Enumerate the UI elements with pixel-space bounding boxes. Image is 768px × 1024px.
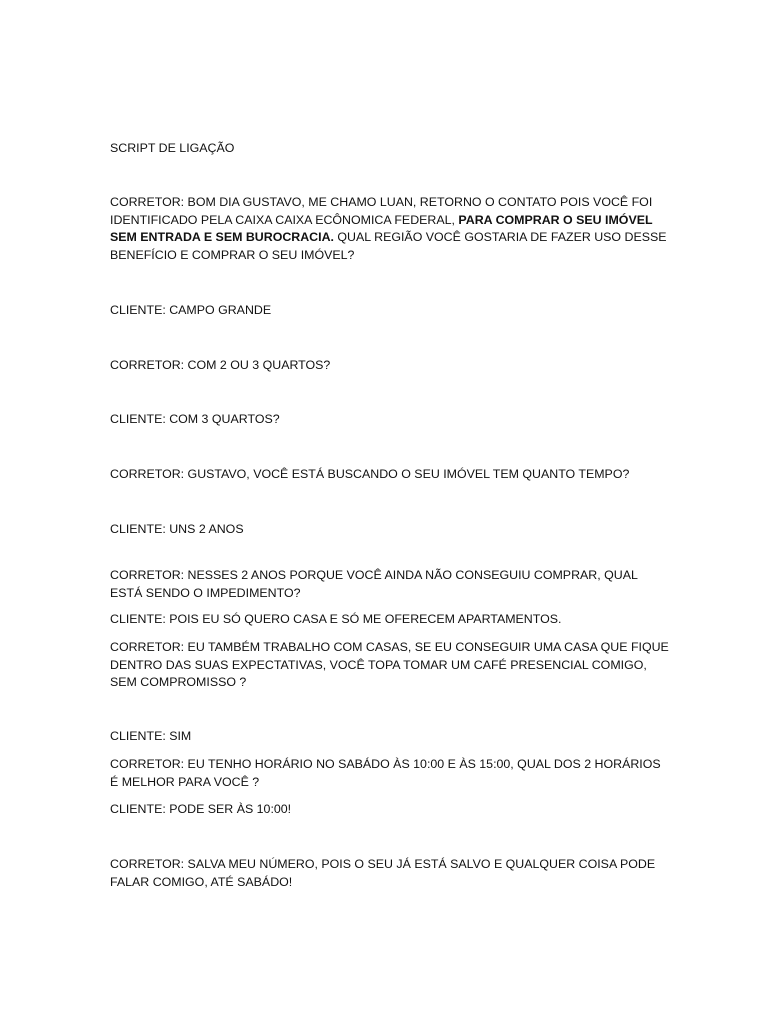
paragraph-corretor-rooms: CORRETOR: COM 2 OU 3 QUARTOS? [110, 358, 331, 372]
paragraph-corretor-closing: CORRETOR: SALVA MEU NÚMERO, POIS O SEU JÁ ESTÁ SALVO E QUALQUER COISA PODE FALAR COMIGO, ATÉ SABÁDO! [110, 857, 656, 889]
paragraph-corretor-coffee: CORRETOR: EU TAMBÉM TRABALHO COM CASAS, SE EU CONSEGUIR UMA CASA QUE FIQUE DENTRO DAS SUAS EXPECTATIVAS, VOCÊ TOPA TOMAR UM CAFÉ PRESENCIAL COMIGO, SEM COMPROMISSO ? [110, 640, 669, 689]
document-title: SCRIPT DE LIGAÇÃO [110, 141, 235, 155]
paragraph-cliente-rooms: CLIENTE: COM 3 QUARTOS? [110, 412, 280, 426]
paragraph-cliente-obstacle: CLIENTE: POIS EU SÓ QUERO CASA E SÓ ME OFERECEM APARTAMENTOS. [110, 612, 562, 626]
intro-bold-offer: PARA COMPRAR O SEU IMÓVEL SEM ENTRADA E SEM BUROCRACIA. [110, 212, 653, 244]
paragraph-cliente-region: CLIENTE: CAMPO GRANDE [110, 303, 272, 317]
paragraph-corretor-obstacle: CORRETOR: NESSES 2 ANOS PORQUE VOCÊ AINDA NÃO CONSEGUIU COMPRAR, QUAL ESTÁ SENDO O IMPEDIMENTO? [110, 568, 638, 600]
paragraph-corretor-intro [110, 194, 670, 264]
paragraph-cliente-time: CLIENTE: UNS 2 ANOS [110, 522, 244, 536]
paragraph-corretor-time: CORRETOR: GUSTAVO, VOCÊ ESTÁ BUSCANDO O SEU IMÓVEL TEM QUANTO TEMPO? [110, 467, 630, 481]
intro-text-start: CORRETOR: BOM DIA GUSTAVO, ME CHAMO LUAN, RETORNO O CONTATO POIS VOCÊ FOI IDENTIFICADO PELA CAIXA CAIXA ECÔNOMICA FEDERAL, [110, 195, 653, 227]
paragraph-corretor-schedule: CORRETOR: EU TENHO HORÁRIO NO SABÁDO ÀS 10:00 E ÀS 15:00, QUAL DOS 2 HORÁRIOS É MELHOR PARA VOCÊ ? [110, 757, 661, 789]
intro-text-end: QUAL REGIÃO VOCÊ GOSTARIA DE FAZER USO DESSE BENEFÍCIO E COMPRAR O SEU IMÓVEL? [110, 230, 667, 262]
paragraph-cliente-yes: CLIENTE: SIM [110, 729, 192, 743]
paragraph-cliente-schedule: CLIENTE: PODE SER ÀS 10:00! [110, 802, 292, 816]
